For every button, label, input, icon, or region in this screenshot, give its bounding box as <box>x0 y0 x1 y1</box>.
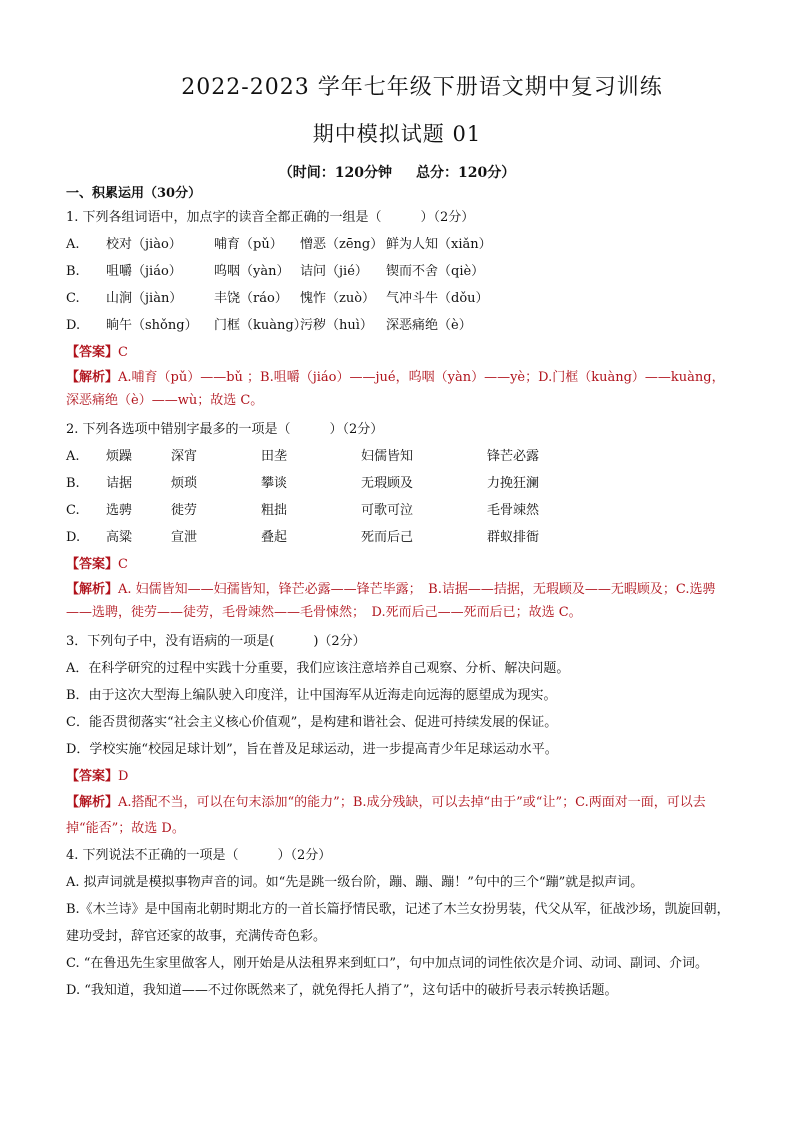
option-paragraph: C. “在鲁迅先生家里做客人，刚开始是从法租界来到虹口”，句中加点词的词性依次是介词、动词、副词、介词。 <box>66 956 709 971</box>
option-item: 山涧（jiàn） <box>106 291 183 306</box>
option-label: D. <box>66 530 81 545</box>
option-item: 哺育（pǔ） <box>214 237 283 252</box>
option-item: 锋芒必露 <box>487 449 540 464</box>
document-subtitle: 期中模拟试题 01 <box>312 122 482 146</box>
option-item: 妇儒皆知 <box>361 449 414 464</box>
option-item: 无瑕顾及 <box>361 476 414 491</box>
question-stem: 1. 下列各组词语中，加点字的读音全都正确的一组是（ ）（2分） <box>66 210 475 225</box>
option-item: 烦琐 <box>171 476 198 491</box>
option-row <box>66 524 732 551</box>
option-label: B. <box>66 476 80 491</box>
question-3 <box>66 628 732 842</box>
option-item: 力挽狂澜 <box>487 476 540 491</box>
option-label: A. <box>66 237 80 252</box>
option-item: 粗拙 <box>261 503 288 518</box>
option-item: 可歌可泣 <box>361 503 414 518</box>
option-label: C. <box>66 503 80 518</box>
option-item: 鲜为人知（xiǎn） <box>386 237 492 252</box>
option-item: 诘据 <box>106 476 133 491</box>
analysis-tag: 【解析】 <box>66 370 119 385</box>
question-1 <box>66 204 732 412</box>
answer-tag: 【答案】 <box>66 345 119 360</box>
option-item: 毛骨竦然 <box>487 503 540 518</box>
option-label: B. <box>66 264 80 279</box>
option-item: 校对（jiào） <box>106 237 182 252</box>
option-row <box>66 470 732 497</box>
option-item: 诘问（jié） <box>300 264 368 279</box>
option-label: D. <box>66 318 81 333</box>
option-line: C．能否贯彻落实“社会主义核心价值观”，是构建和谐社会、促进可持续发展的保证。 <box>66 715 558 730</box>
answer-line <box>66 339 732 366</box>
analysis-text: A.搭配不当，可以在句末添加“的能力”；B.成分残缺，可以去掉“由于”或“让”；C.两面对一面，可以去掉“能否”；故选 D。 <box>66 795 706 836</box>
option-row <box>66 231 732 258</box>
analysis-block <box>66 790 732 842</box>
option-item: 深宵 <box>171 449 198 464</box>
option-line: D. “我知道，我知道——不过你既然来了，就免得托人捎了”，这句话中的破折号表示转换话题。 <box>66 983 618 998</box>
option-item: 呜咽（yàn） <box>214 264 290 279</box>
option-item: 徙劳 <box>171 503 198 518</box>
option-line: A. 拟声词就是模拟事物声音的词。如“先是跳一级台阶，蹦、蹦、蹦！”句中的三个“蹦”就是拟声词。 <box>66 875 644 890</box>
option-item: 高粱 <box>106 530 133 545</box>
option-row <box>66 312 732 339</box>
question-4 <box>66 842 732 1004</box>
analysis-block <box>66 578 732 624</box>
question-stem: 2. 下列各选项中错别字最多的一项是（ ）（2分） <box>66 422 384 437</box>
answer-value: C <box>118 557 128 572</box>
option-item: 宣泄 <box>171 530 198 545</box>
exam-score: 总分：120分） <box>416 165 516 181</box>
option-item: 死而后己 <box>361 530 414 545</box>
option-line: B．由于这次大型海上编队驶入印度洋，让中国海军从近海走向远海的愿望成为现实。 <box>66 688 557 703</box>
answer-tag: 【答案】 <box>66 769 119 784</box>
option-item: 污秽（huì） <box>300 318 373 333</box>
exam-time: （时间：120分钟 <box>278 165 392 181</box>
document-title: 2022-2023 学年七年级下册语文期中复习训练 <box>181 75 663 100</box>
question-stem: 4. 下列说法不正确的一项是（ ）（2分） <box>66 848 332 863</box>
option-item: 咀嚼（jiáo） <box>106 264 182 279</box>
analysis-tag: 【解析】 <box>66 795 119 810</box>
answer-value: D <box>118 769 129 784</box>
option-item: 攀谈 <box>261 476 288 491</box>
option-item: 晌午（shǒng） <box>106 318 198 333</box>
question-2 <box>66 416 732 624</box>
option-line: D．学校实施“校园足球计划”，旨在普及足球运动，进一步提高青少年足球运动水平。 <box>66 742 558 757</box>
option-row <box>66 285 732 312</box>
option-paragraph: B.《木兰诗》是中国南北朝时期北方的一首长篇抒情民歌，记述了木兰女扮男装，代父从军，征战沙场，凯旋回朝，建功受封，辞官还家的故事，充满传奇色彩。 <box>66 902 730 944</box>
answer-value: C <box>118 345 128 360</box>
analysis-block <box>66 366 732 412</box>
answer-line <box>66 551 732 578</box>
option-item: 憎恶（zēng） <box>300 237 384 252</box>
option-row <box>66 497 732 524</box>
option-item: 选骋 <box>106 503 133 518</box>
answer-tag: 【答案】 <box>66 557 119 572</box>
option-item: 气冲斗牛（dǒu） <box>386 291 489 306</box>
document-content <box>66 184 732 1004</box>
analysis-tag: 【解析】 <box>66 582 119 597</box>
option-line: A．在科学研究的过程中实践十分重要，我们应该注意培养自己观察、分析、解决问题。 <box>66 661 570 676</box>
option-item: 群蚁排衙 <box>487 530 540 545</box>
option-item: 门框（kuàng） <box>214 318 307 333</box>
option-item: 烦躁 <box>106 449 133 464</box>
analysis-text: A. 妇儒皆知——妇孺皆知，锋芒必露——锋芒毕露； B.诘据——拮据，无瑕顾及——无暇顾及；C.选骋——选聘，徙劳——徒劳，毛骨竦然——毛骨悚然； D.死而后己——死而后已；故选 C。 <box>66 582 716 620</box>
option-row <box>66 443 732 470</box>
option-item: 深恶痛绝（è） <box>386 318 472 333</box>
option-row <box>66 258 732 285</box>
exam-info <box>0 162 794 182</box>
answer-line <box>66 763 732 790</box>
option-item: 锲而不舍（qiè） <box>386 264 485 279</box>
option-item: 田垄 <box>261 449 288 464</box>
question-stem: 3．下列句子中，没有语病的一项是( )（2分） <box>66 634 366 649</box>
analysis-text: A.哺育（pǔ）——bǔ ；B.咀嚼（jiáo）——jué，呜咽（yàn）——yè；D.门框（kuàng）——kuàng，深恶痛绝（è）——wù；故选 C。 <box>66 370 725 408</box>
option-item: 叠起 <box>261 530 288 545</box>
section-heading: 一、积累运用（30分） <box>66 186 202 201</box>
option-item: 愧怍（zuò） <box>300 291 376 306</box>
option-item: 丰饶（ráo） <box>214 291 288 306</box>
option-label: A. <box>66 449 80 464</box>
option-label: C. <box>66 291 80 306</box>
